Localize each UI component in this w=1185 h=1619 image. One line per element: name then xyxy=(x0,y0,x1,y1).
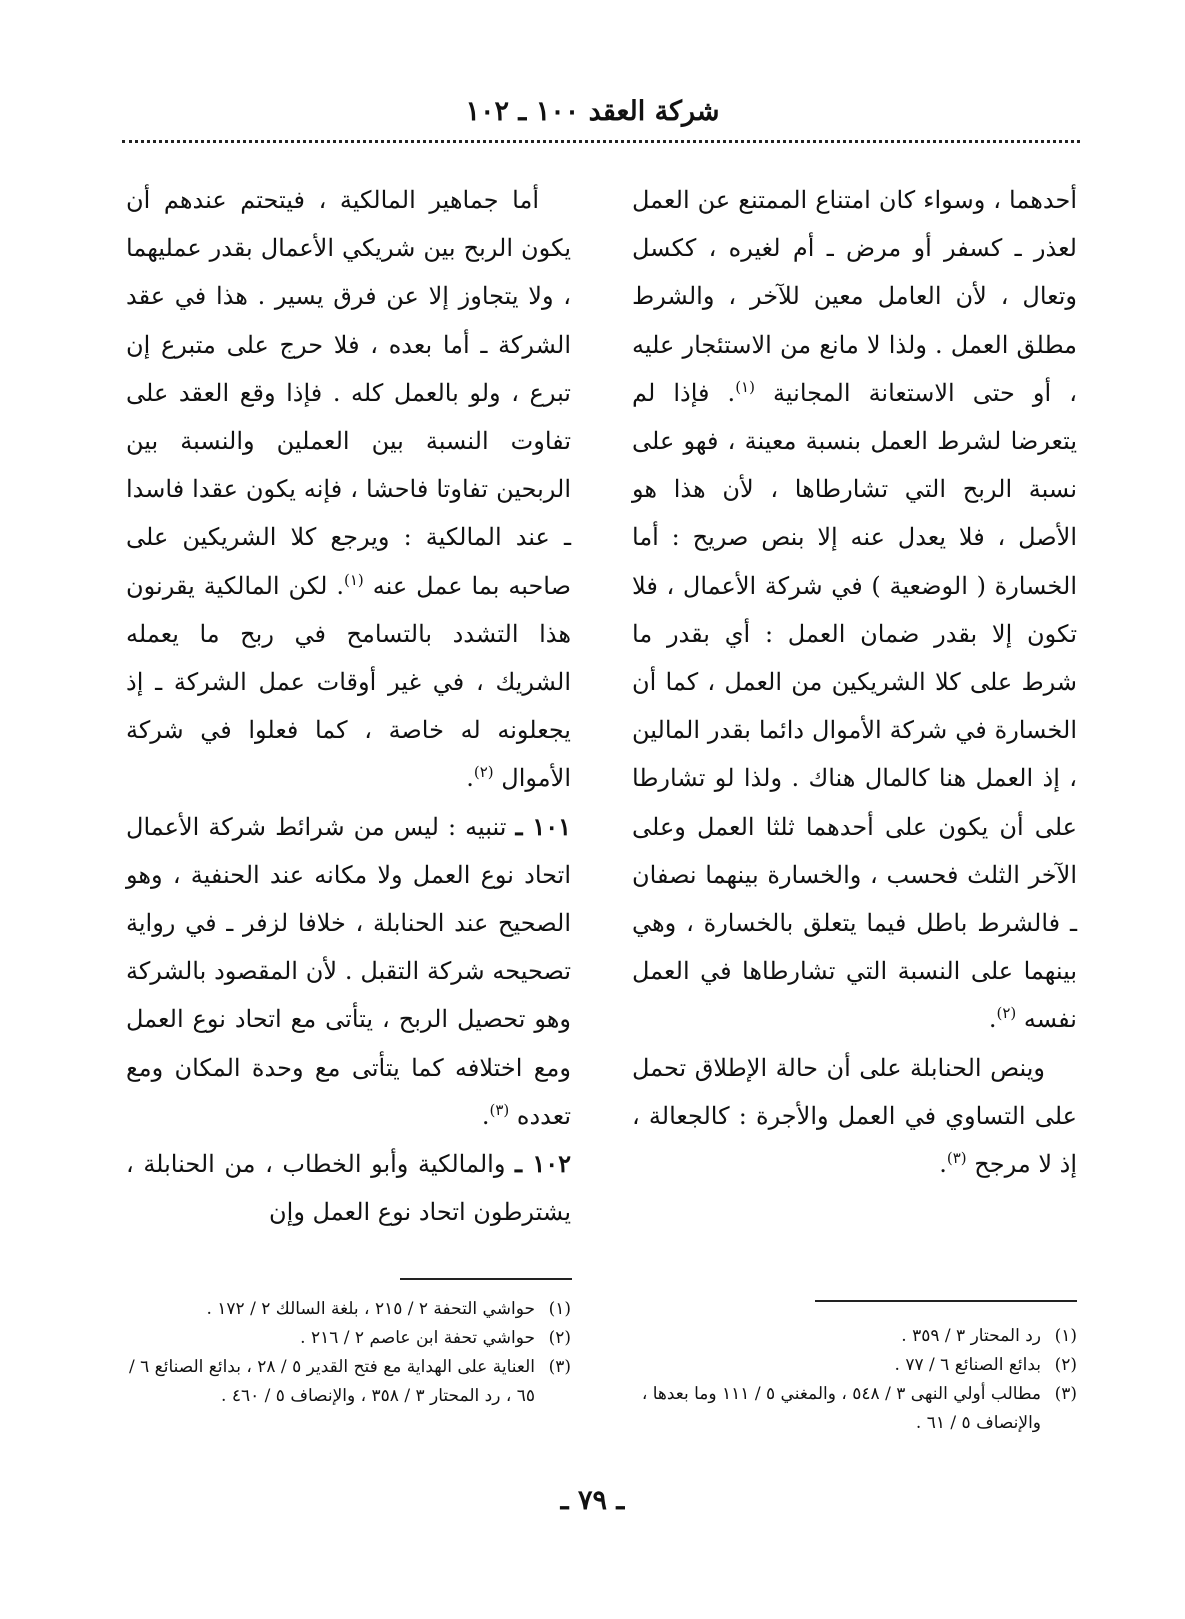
footnote-item xyxy=(126,1324,571,1353)
footnote-rule-left xyxy=(400,1278,572,1280)
section-number-102: ١٠٢ ـ xyxy=(514,1149,571,1179)
left-paragraph-2 xyxy=(126,803,571,1140)
left-column xyxy=(126,176,571,1236)
left-p2-text-b: . xyxy=(481,1101,490,1130)
footnote-item xyxy=(632,1322,1077,1351)
left-p1-text-a: أما جماهير المالكية ، فيتحتم عندهم أن يكون الربح بين شريكي الأعمال بقدر عمليهما ، ولا يتجاوز إلا عن فرق يسير . هذا في عقد الشركة ـ أما بعده ، فلا حرج على متبرع إن تبرع ، ولو بالعمل كله . فإذا وقع العقد على تفاوت النسبة بين العملين والنسبة بين الربحين تفاوتا فاحشا ، فإنه يكون عقدا فاسدا ـ عند المالكية : ويرجع كلا الشريكين على صاحبه بما عمل عنه xyxy=(126,186,571,600)
footnote-mark: (١) xyxy=(1054,1326,1077,1346)
right-p1-text-a: أحدهما ، وسواء كان امتناع الممتنع عن العمل لعذر ـ كسفر أو مرض ـ أم لغيره ، ككسل وتعال ، لأن العامل معين للآخر ، والشرط مطلق العمل . ولذا لا مانع من الاستئجار عليه ، أو حتى الاستعانة المجانية xyxy=(632,186,1077,407)
footnote-text: العناية على الهداية مع فتح القدير ٥ / ٢٨ ، بدائع الصنائع ٦ / ٦٥ ، رد المحتار ٣ / ٣٥٨ ، والإنصاف ٥ / ٤٦٠ . xyxy=(128,1357,535,1406)
footnote-ref: (١) xyxy=(735,377,755,396)
footnote-ref: (١) xyxy=(344,570,364,589)
footnote-ref: (٣) xyxy=(489,1100,510,1119)
footnote-text: رد المحتار ٣ / ٣٥٩ . xyxy=(901,1326,1041,1346)
left-paragraph-3 xyxy=(126,1140,571,1236)
section-number-101: ١٠١ ـ xyxy=(515,811,571,841)
left-p3-text-a: والمالكية وأبو الخطاب ، من الحنابلة ، يشترطون اتحاد نوع العمل وإن xyxy=(126,1150,571,1227)
right-p1-text-c: . xyxy=(988,1005,997,1034)
left-p2-text-a: تنبيه : ليس من شرائط شركة الأعمال اتحاد نوع العمل ولا مكانه عند الحنفية ، وهو الصحيح عند الحنابلة ، خلافا لزفر ـ في رواية تصحيحه شركة التقبل . لأن المقصود بالشركة وهو تحصيل الربح ، يتأتى مع اتحاد نوع العمل ومع اختلافه كما يتأتى مع وحدة المكان ومع تعدده xyxy=(126,812,571,1130)
right-paragraph-2 xyxy=(632,1044,1077,1189)
footnote-text: بدائع الصنائع ٦ / ٧٧ . xyxy=(894,1355,1041,1375)
footnote-text: حواشي التحفة ٢ / ٢١٥ ، بلغة السالك ٢ / ١٧٢ . xyxy=(206,1299,535,1319)
left-p1-text-c: . xyxy=(466,764,474,793)
footnote-text: مطالب أولي النهى ٣ / ٥٤٨ ، والمغني ٥ / ١١١ وما بعدها ، والإنصاف ٥ / ٦١ . xyxy=(641,1384,1041,1433)
footnote-ref: (٢) xyxy=(996,1004,1017,1023)
right-p2-text-a: وينص الحنابلة على أن حالة الإطلاق تحمل على التساوي في العمل والأجرة : كالجعالة ، إذ لا مرجح xyxy=(632,1053,1077,1179)
footnote-mark: (٢) xyxy=(1054,1355,1077,1375)
footnote-text: حواشي تحفة ابن عاصم ٢ / ٢١٦ . xyxy=(300,1328,535,1348)
right-column xyxy=(632,176,1077,1188)
footnotes-left xyxy=(126,1295,571,1411)
footnotes-right xyxy=(632,1322,1077,1438)
footnote-mark: (٢) xyxy=(548,1328,571,1348)
footnote-mark: (٣) xyxy=(548,1357,571,1377)
footnote-item xyxy=(126,1353,571,1411)
right-p1-text-b: . فإذا لم يتعرضا لشرط العمل بنسبة معينة ، فهو على نسبة الربح التي تشارطاها ، لأن هذا هو الأصل ، فلا يعدل عنه إلا بنص صريح : أما الخسارة ( الوضعية ) في شركة الأعمال ، فلا تكون إلا بقدر ضمان العمل : أي بقدر ما شرط على كلا الشريكين من العمل ، كما أن الخسارة في شركة الأموال دائما بقدر المالين ، إذ العمل هنا كالمال هناك . ولذا لو تشارطا على أن يكون على أحدهما ثلثا العمل وعلى الآخر الثلث فحسب ، والخسارة بينهما نصفان ـ فالشرط باطل فيما يتعلق بالخسارة ، وهي بينهما على النسبة التي تشارطاها في العمل نفسه xyxy=(632,378,1077,1034)
page-number: ـ ٧٩ ـ xyxy=(560,1485,625,1516)
footnote-item xyxy=(632,1380,1077,1438)
running-header: شركة العقد ١٠٠ ـ ١٠٢ xyxy=(465,96,720,127)
footnote-rule-right xyxy=(815,1300,1077,1302)
left-p1-text-b: . لكن المالكية يقرنون هذا التشدد بالتسامح في ربح ما يعمله الشريك ، في غير أوقات عمل الشركة ـ إذ يجعلونه له خاصة ، كما فعلوا في شركة الأموال xyxy=(126,571,571,793)
footnote-item xyxy=(126,1295,571,1324)
right-paragraph-1 xyxy=(632,176,1077,1044)
right-p2-text-b: . xyxy=(939,1150,947,1179)
footnote-item xyxy=(632,1351,1077,1380)
left-paragraph-1 xyxy=(126,176,571,803)
footnote-ref: (٢) xyxy=(473,763,494,782)
footnote-mark: (١) xyxy=(548,1299,571,1319)
header-dotted-rule xyxy=(122,140,1080,143)
footnote-mark: (٣) xyxy=(1054,1384,1077,1404)
footnote-ref: (٣) xyxy=(946,1149,967,1168)
